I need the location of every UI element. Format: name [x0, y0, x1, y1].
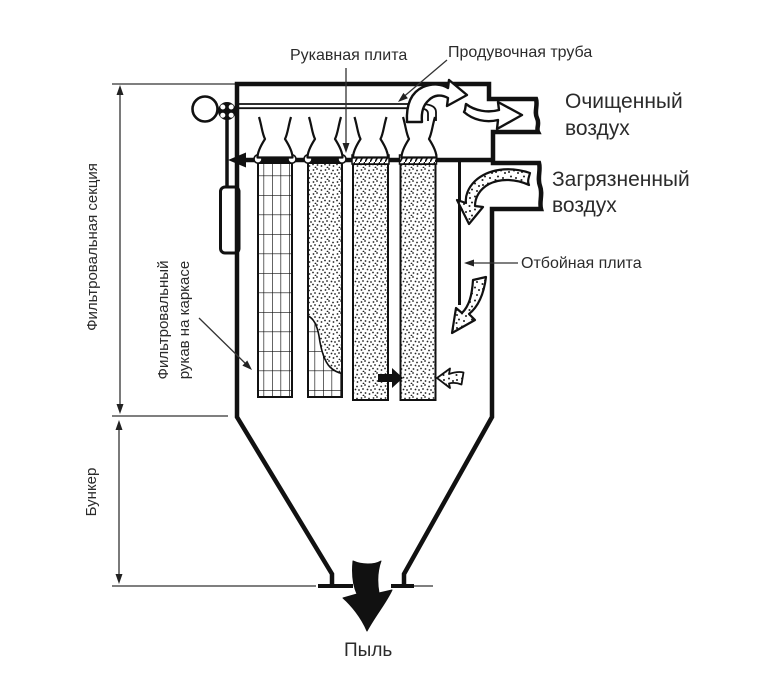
solenoid-valve-icon — [218, 102, 236, 120]
hopper-label: Бункер — [83, 467, 100, 517]
dirty-air-label-line2: воздух — [552, 194, 617, 217]
filter-bag-label-line2: рукав на каркасе — [176, 260, 193, 380]
filter-bag-cage — [258, 163, 292, 397]
bag-plate-leader — [343, 68, 350, 153]
dirty-air-label-line1: Загрязненный — [552, 168, 690, 191]
backflow-arrow-icon — [437, 369, 464, 389]
bag-plate-label: Рукавная плита — [290, 47, 408, 64]
baffle-plate-label: Отбойная плита — [521, 255, 642, 272]
blow-pipe-label: Продувочная труба — [448, 44, 593, 61]
diaphragm-valve — [193, 97, 218, 122]
filter-section-dimension — [112, 84, 236, 416]
filter-bag-partial — [308, 163, 342, 397]
dust-label: Пыль — [344, 640, 393, 661]
filter-section-label: Фильтровальная секция — [84, 163, 101, 331]
filter-bag-3 — [353, 164, 388, 400]
hopper-dimension — [112, 420, 433, 586]
dirty-air-baffle-arrow-icon — [452, 277, 486, 333]
filter-bag-label-line1: Фильтровальный — [155, 260, 172, 380]
clean-air-label-line2: воздух — [565, 117, 630, 140]
filter-bag-leader — [199, 318, 254, 373]
dust-discharge-arrow-icon — [343, 561, 392, 631]
filter-bag-4 — [401, 164, 436, 400]
clean-air-outlet-arrow-icon — [464, 102, 522, 129]
clean-air-label-line1: Очищенный — [565, 90, 683, 113]
